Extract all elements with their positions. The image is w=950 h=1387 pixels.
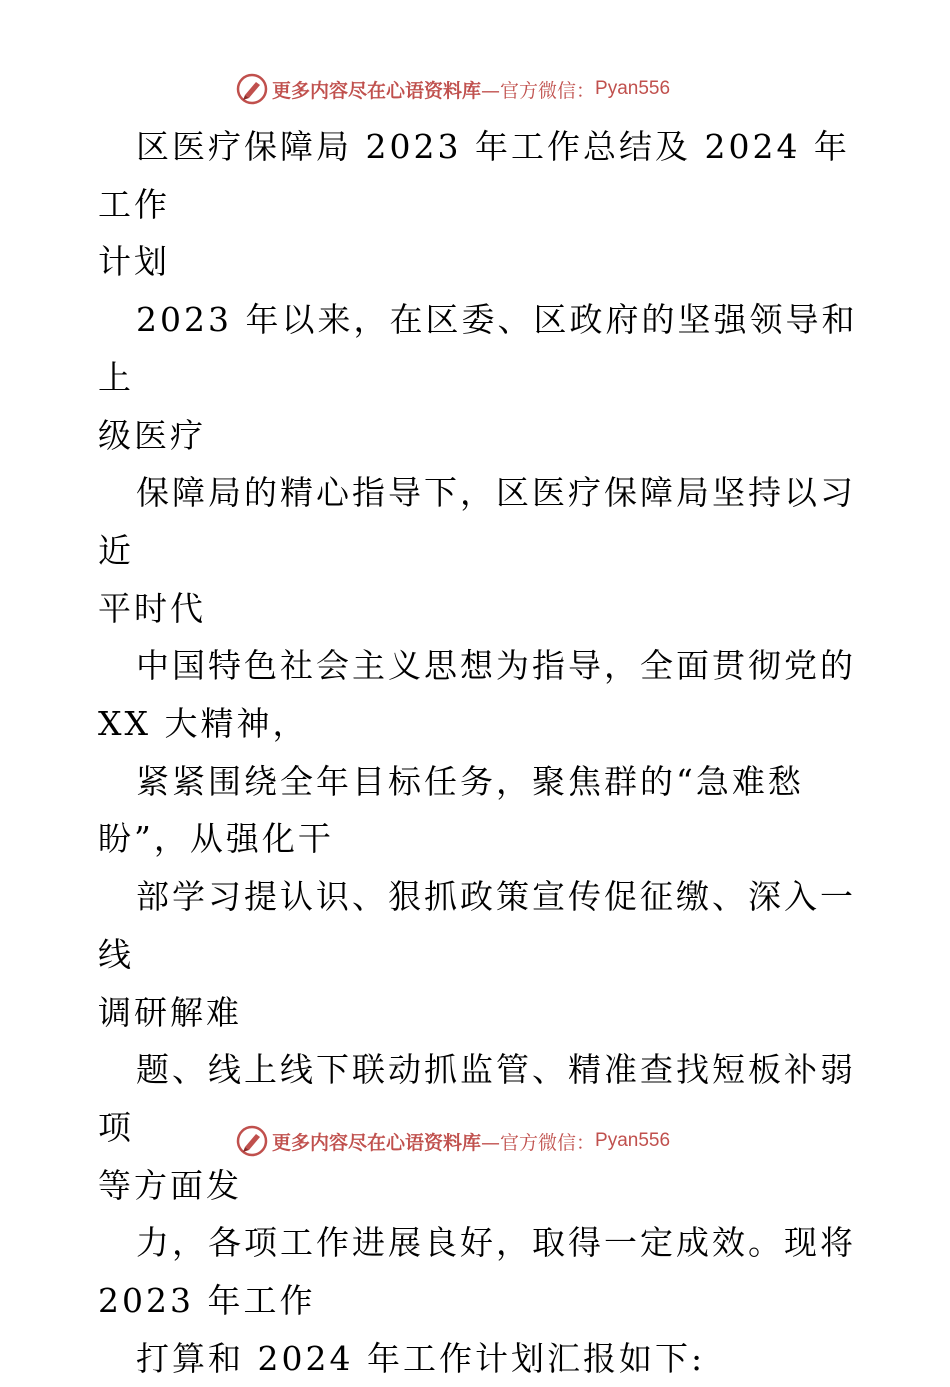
text-line: 部学习提认识、狠抓政策宣传促征缴、深入一线 [98,877,856,974]
text-line: 2023 年工作 [98,1281,316,1321]
header-watermark [236,72,670,106]
text-line: 力，各项工作进展良好，取得一定成效。现将 [136,1223,856,1263]
footer-watermark [236,1124,670,1158]
text-line: 平时代 [98,588,206,628]
line-1 [98,118,858,233]
line-6 [98,580,858,638]
text-line: XX 大精神， [98,704,309,744]
line-9 [98,753,858,811]
line-5 [98,464,858,579]
text-line: 打算和 2024 年工作计划汇报如下: [136,1338,706,1378]
watermark-separator: —官方微信： [481,1131,596,1154]
document-body [98,118,858,1387]
text-line: 计划 [98,242,170,282]
text-line: 紧紧围绕全年目标任务，聚焦群的“急难愁 [136,761,804,801]
line-4 [98,407,858,465]
text-line: 中国特色社会主义思想为指导，全面贯彻党的 [136,646,856,686]
text-line: 2023 年以来，在区委、区政府的坚强领导和上 [98,300,858,397]
line-7 [98,637,858,695]
watermark-main-text: 更多内容尽在心语资料库 [272,79,482,102]
watermark-main-text: 更多内容尽在心语资料库 [272,1131,482,1154]
text-line: 级医疗 [98,415,206,455]
text-line: 区医疗保障局 2023 年工作总结及 2024 年工作 [98,127,850,224]
text-line: 盼”，从强化干 [98,819,334,859]
line-12 [98,984,858,1042]
line-11 [98,868,858,983]
logo-pen-icon [236,1125,268,1157]
line-10 [98,810,858,868]
line-8 [98,695,858,753]
watermark-handle: Pyan556 [595,1130,671,1151]
line-16 [98,1272,858,1330]
text-line: 调研解难 [98,992,242,1032]
text-line: 等方面发 [98,1165,242,1205]
line-3 [98,291,858,406]
text-line: 保障局的精心指导下，区医疗保障局坚持以习近 [98,473,856,570]
watermark-handle: Pyan556 [595,78,671,99]
logo-pen-icon [236,73,268,105]
watermark-separator: —官方微信： [481,79,596,102]
line-17 [98,1330,858,1387]
line-14 [98,1157,858,1215]
line-15 [98,1214,858,1272]
text-line: 题、线上线下联动抓监管、精准查找短板补弱项 [98,1050,856,1147]
line-2 [98,233,858,291]
